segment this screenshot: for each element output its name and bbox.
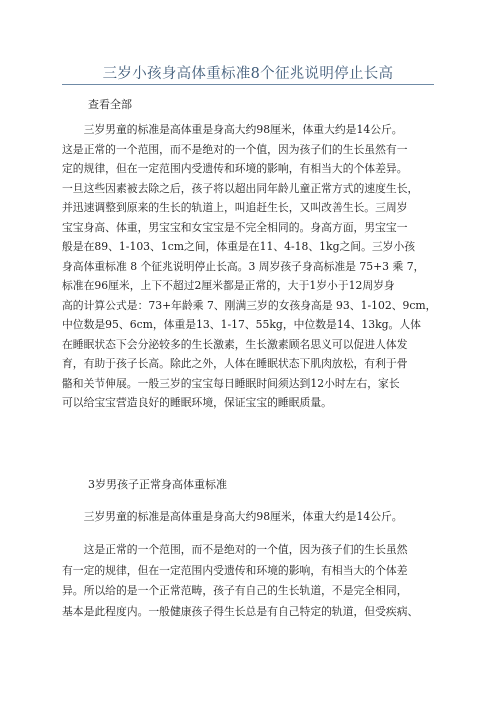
paragraph-line: 这是正常的一个范围，而不是绝对的一个值，因为孩子们的生长虽然有一 — [62, 142, 408, 156]
paragraph-line: 育，有助于孩子长高。除此之外，人体在睡眠状态下肌肉放松，有利于骨 — [62, 357, 408, 370]
paragraph-line: 中位数是95、6cm，体重是13、1-17、55kg，中位数是14、13kg。人体 — [62, 318, 421, 331]
paragraph-line: 高的计算公式是：73+年龄乘 7、刚满三岁的女孩身高是 93、1-102、9cm， — [62, 298, 437, 312]
paragraph-line: 并迅速调整到原来的生长的轨道上，叫追赶生长，又叫改善生长。三周岁 — [62, 201, 408, 214]
section-1-body — [62, 120, 442, 413]
view-all-link[interactable]: 查看全部 — [88, 98, 132, 111]
paragraph-line: 三岁男童的标准是高体重是身高大约98厘米，体重大约是14公斤。 — [62, 123, 403, 136]
paragraph-line: 一旦这些因素被去除之后，孩子将以超出同年龄儿童正常方式的速度生长， — [62, 181, 419, 195]
paragraph-line: 标准在96厘米，上下不超过2厘米都是正常的，大于1岁小于12周岁身 — [62, 279, 395, 292]
paragraph-line: 身高体重标准 8 个征兆说明停止长高。3 周岁孩子身高标准是 75+3 乘 7， — [62, 259, 425, 273]
page-title: 三岁小孩身高体重标准8个征兆说明停止长高 — [102, 66, 394, 82]
section-2-body — [62, 507, 442, 623]
paragraph-line: 在睡眠状态下会分泌较多的生长激素，生长激素顾名思义可以促进人体发 — [62, 337, 408, 351]
paragraph-line: 宝宝身高、体重，男宝宝和女宝宝是不完全相同的。身高方面，男宝宝一 — [62, 220, 408, 234]
paragraph-line: 异。所以给的是一个正常范畴，孩子有自己的生长轨道，不是完全相同， — [62, 584, 408, 598]
paragraph-line: 可以给宝宝营造良好的睡眠环境，保证宝宝的睡眠质量。 — [62, 396, 332, 409]
paragraph-line: 这是正常的一个范围，而不是绝对的一个值，因为孩子们的生长虽然 — [62, 542, 408, 556]
paragraph-line: 骼和关节伸展。一般三岁的宝宝每日睡眠时间须达到12小时左右，家长 — [62, 376, 400, 390]
paragraph-line: 般是在89、1-103、1cm之间，体重是在11、4-18、1kg之间。三岁小孩 — [62, 240, 416, 253]
section-2-heading: 3岁男孩子正常身高体重标准 — [88, 478, 227, 491]
paragraph-line: 基本是此程度内。一般健康孩子得生长总是有自己特定的轨道，但受疾病、 — [62, 605, 419, 619]
paragraph-line: 有一定的规律，但在一定范围内受遗传和环境的影响，有相当大的个体差 — [62, 563, 408, 577]
paragraph-line: 定的规律，但在一定范围内受遗传和环境的影响，有相当大的个体差异。 — [62, 162, 408, 175]
paragraph-line: 三岁男童的标准是高体重是身高大约98厘米，体重大约是14公斤。 — [62, 510, 403, 523]
title-divider — [62, 84, 434, 85]
